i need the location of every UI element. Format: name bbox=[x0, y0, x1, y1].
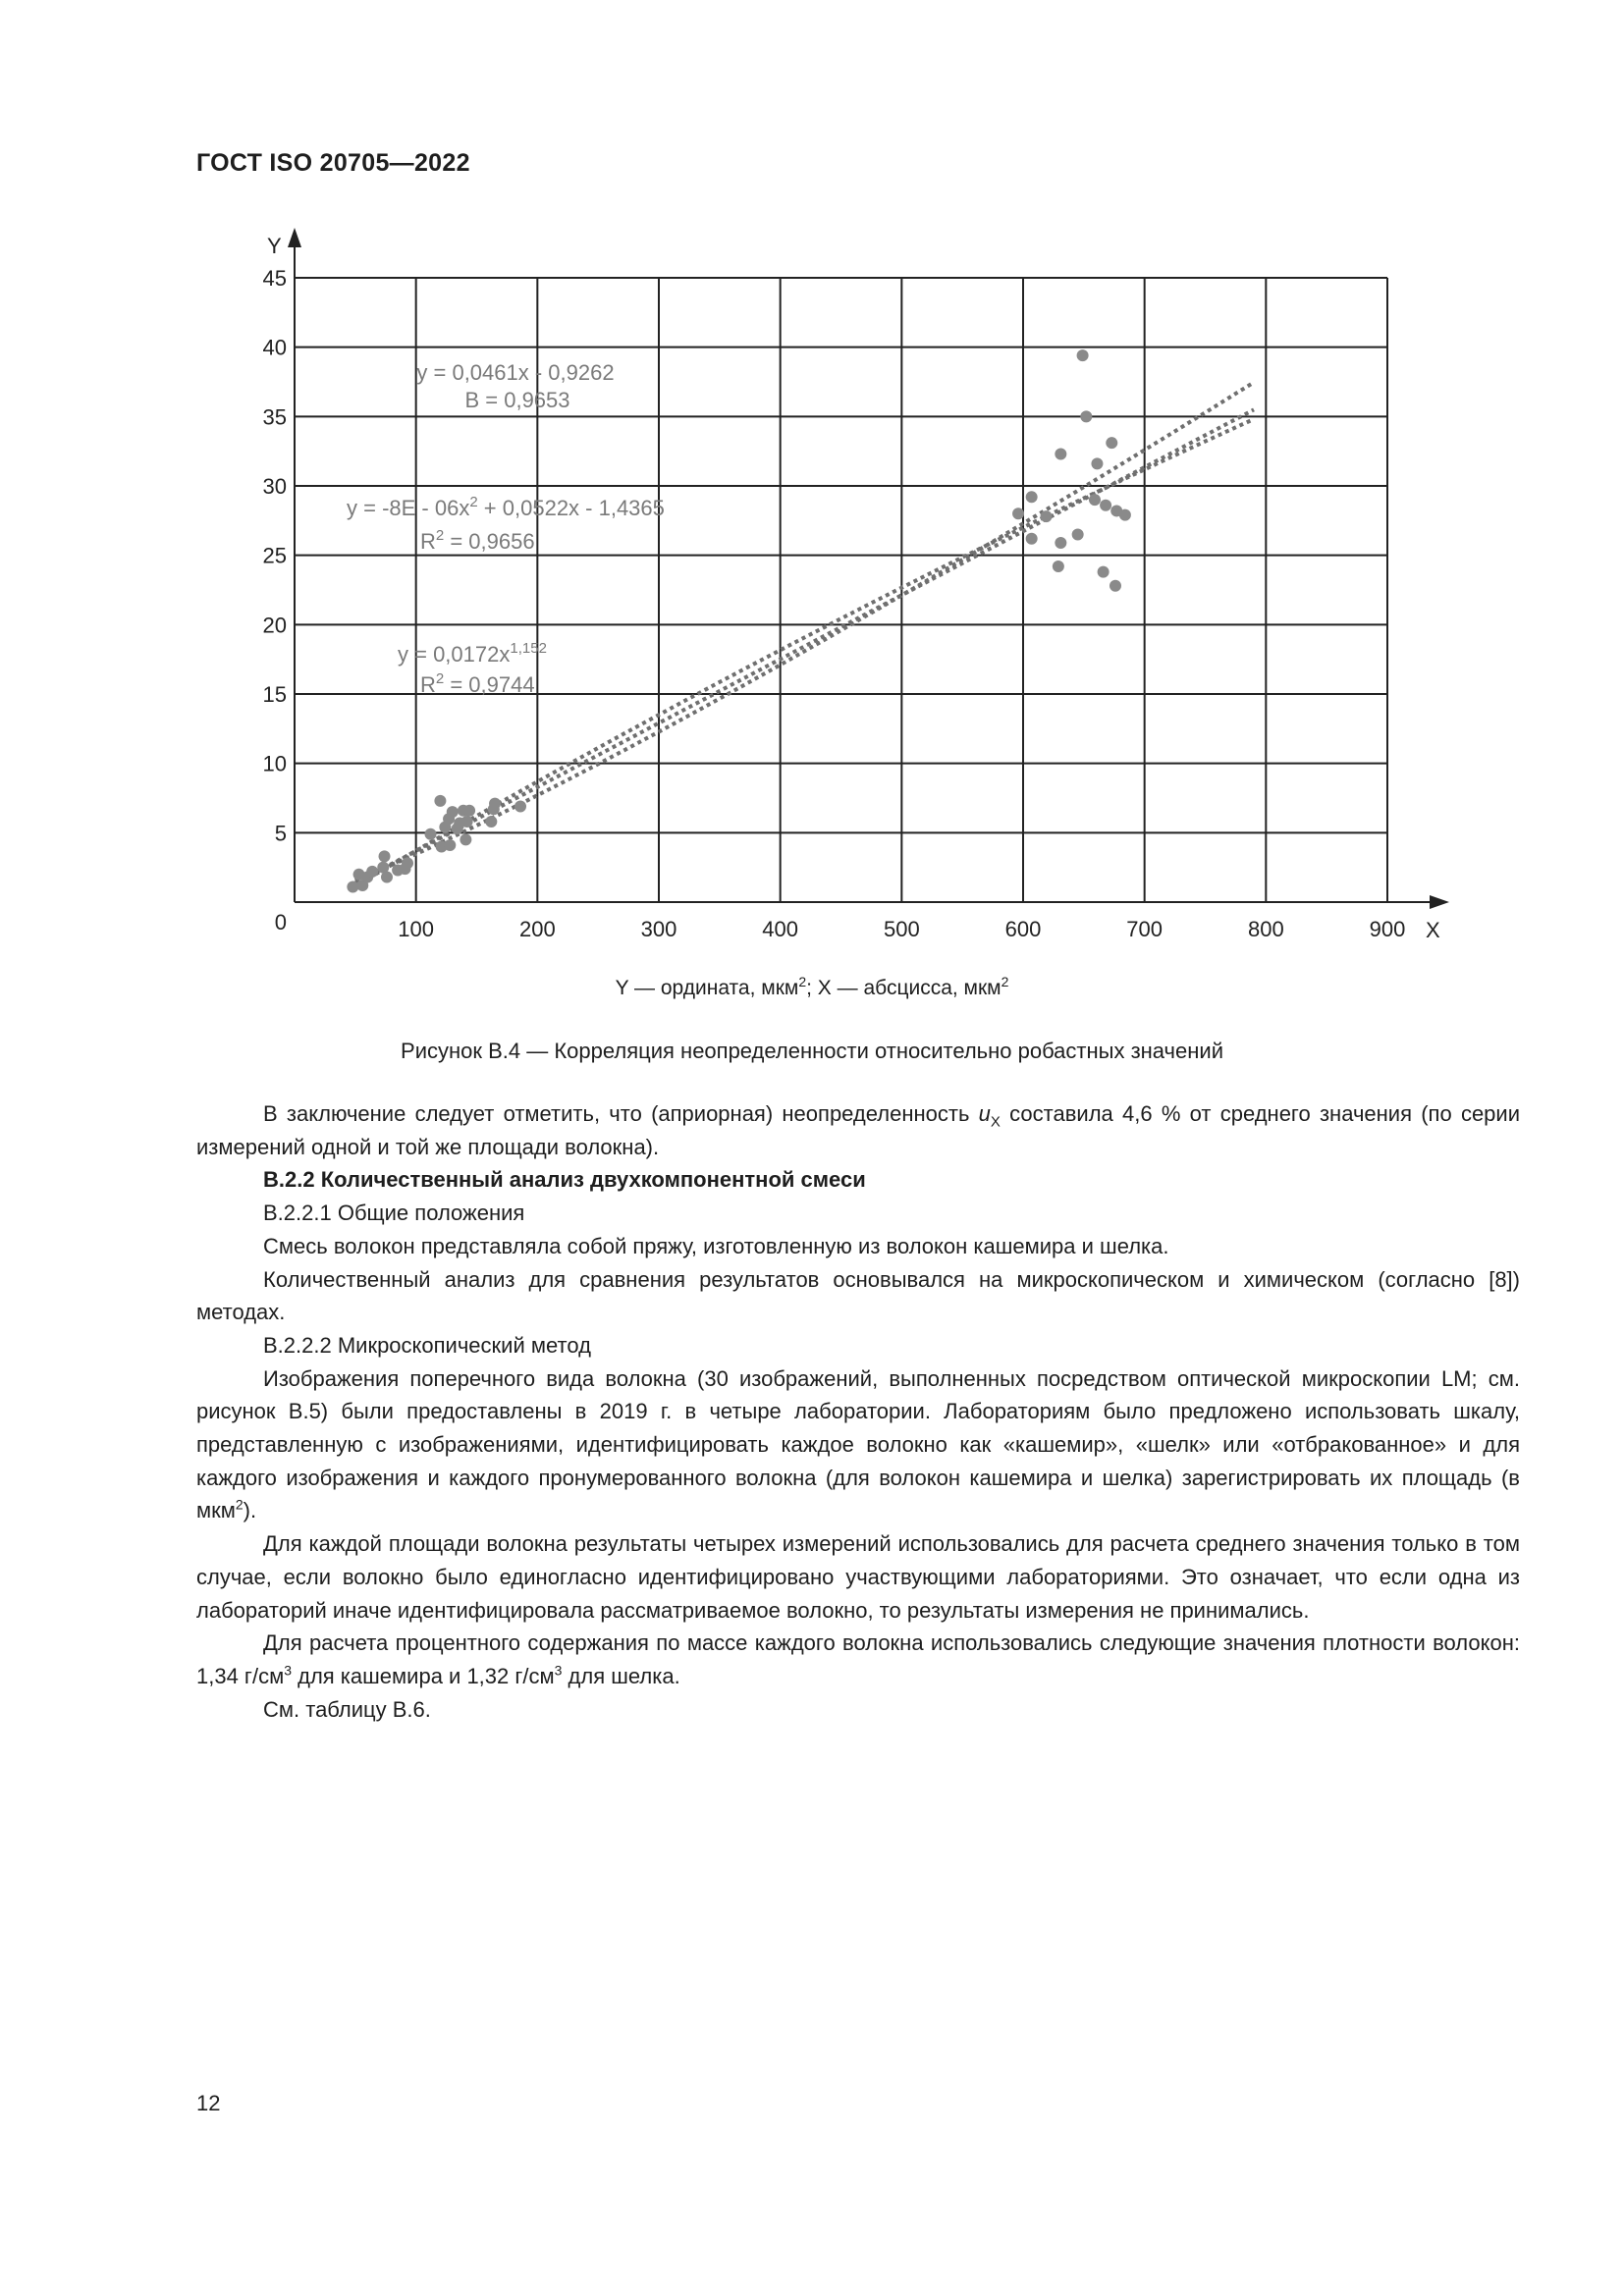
y-tick-label: 15 bbox=[262, 682, 287, 707]
x-tick-label: 500 bbox=[883, 917, 920, 941]
page-number: 12 bbox=[196, 2091, 221, 2115]
data-point bbox=[1055, 448, 1066, 459]
data-point bbox=[379, 850, 391, 862]
eq-poly: $y = -8E - 06x^2 + 0,0522x - 1,4365$ bbox=[347, 494, 665, 520]
data-point bbox=[1026, 533, 1038, 545]
data-point bbox=[1091, 457, 1103, 469]
document-header: ГОСТ ISO 20705—2022 bbox=[196, 149, 470, 177]
data-point bbox=[460, 833, 471, 845]
eq-linear: y = 0,0461x - 0,9262 bbox=[416, 360, 615, 385]
data-point bbox=[1053, 561, 1064, 572]
x-tick-label: 900 bbox=[1369, 917, 1406, 941]
data-point bbox=[1110, 580, 1121, 592]
y-tick-label: 40 bbox=[262, 335, 287, 360]
section-heading: В.2.2 Количественный анализ двухкомпонентной смеси bbox=[263, 1167, 866, 1193]
data-point bbox=[1012, 507, 1024, 519]
data-points bbox=[347, 349, 1131, 892]
y-tick-label: 0 bbox=[274, 910, 287, 934]
data-point bbox=[400, 863, 411, 875]
data-point bbox=[461, 816, 473, 828]
x-tick-label: 700 bbox=[1126, 917, 1164, 941]
body-text bbox=[196, 1097, 1520, 1726]
data-point bbox=[463, 805, 475, 817]
data-point bbox=[444, 839, 456, 851]
subsection-heading: В.2.2.2 Микроскопический метод bbox=[263, 1332, 591, 1358]
subsection-heading: В.2.2.1 Общие положения bbox=[263, 1201, 525, 1226]
y-tick-label: 10 bbox=[262, 751, 287, 776]
paragraph: См. таблицу В.6. bbox=[263, 1696, 431, 1722]
x-tick-label: 300 bbox=[640, 917, 677, 941]
x-axis-arrow-icon bbox=[1430, 895, 1449, 909]
eq-power: $y = 0,0172x^{1,152}$ bbox=[398, 640, 547, 667]
y-tick-label: 35 bbox=[262, 404, 287, 430]
fit-power: $R^2 = 0,9744$ bbox=[420, 670, 535, 697]
y-axis-label: Y bbox=[267, 234, 282, 258]
paragraph: Для расчета процентного содержания по массе каждого волокна использовались следующие значения плотности волокон: 1,34 $г/см^3$ для кашемира и 1,32 $г/см^3$ для шелка. bbox=[196, 1630, 1520, 1688]
scatter-chart bbox=[0, 0, 1624, 982]
data-point bbox=[1077, 349, 1089, 361]
data-point bbox=[514, 800, 526, 812]
data-point bbox=[366, 866, 378, 878]
data-point bbox=[1100, 500, 1111, 511]
data-point bbox=[1098, 566, 1110, 578]
y-tick-label: 5 bbox=[274, 821, 287, 846]
data-point bbox=[1119, 509, 1131, 521]
equation-labels bbox=[347, 360, 665, 697]
data-point bbox=[425, 828, 437, 840]
x-tick-label: 600 bbox=[1004, 917, 1042, 941]
x-tick-label: 800 bbox=[1247, 917, 1284, 941]
paragraph: Для каждой площади волокна результаты четырех измерений использовались для расчета среднего значения только в том случае, если волокно было единогласно идентифицировано участвующими лабораториями. Это означает, что если одна из лабораторий иначе идентифицировала рассматриваемое волокно, то результаты измерения не принимались. bbox=[196, 1531, 1520, 1623]
data-point bbox=[1089, 494, 1101, 506]
y-tick-label: 25 bbox=[262, 543, 287, 568]
data-point bbox=[1080, 410, 1092, 422]
x-axis-label: X bbox=[1426, 918, 1440, 942]
paragraph: Смесь волокон представляла собой пряжу, изготовленную из волокон кашемира и шелка. bbox=[263, 1233, 1169, 1258]
y-tick-label: 20 bbox=[262, 613, 287, 638]
data-point bbox=[434, 795, 446, 807]
data-point bbox=[439, 822, 451, 833]
figure-caption: Рисунок В.4 — Корреляция неопределенности относительно робастных значений bbox=[401, 1039, 1223, 1063]
data-point bbox=[377, 862, 389, 874]
data-point bbox=[1106, 437, 1117, 449]
data-point bbox=[1040, 510, 1052, 522]
paragraph: Количественный анализ для сравнения результатов основывался на микроскопическом и химическом (согласно [8]) методах. bbox=[196, 1266, 1520, 1325]
x-tick-label: 200 bbox=[518, 917, 556, 941]
data-point bbox=[485, 816, 497, 828]
data-point bbox=[1026, 491, 1038, 503]
data-point bbox=[1072, 528, 1084, 540]
y-axis-arrow-icon bbox=[288, 228, 301, 247]
fit-poly: $R^2 = 0,9656$ bbox=[420, 527, 535, 554]
x-tick-label: 400 bbox=[762, 917, 799, 941]
y-tick-label: 30 bbox=[262, 474, 287, 499]
data-point bbox=[489, 798, 501, 810]
y-tick-label: 45 bbox=[262, 266, 287, 291]
fit-linear: B = 0,9653 bbox=[464, 388, 570, 412]
paragraph: Изображения поперечного вида волокна (30 изображений, выполненных посредством оптической микроскопии LM; см. рисунок В.5) были предоставлены в 2019 г. в четыре лаборатории. Лабораториям было предложено использовать шкалу, представленную с изображениями, идентифицировать каждое волокно как «кашемир», «шелк» или «отбракованное» и для каждого изображения и каждого пронумерованного волокна (для волокон кашемира и шелка) зарегистрировать их площадь (в мкм$^2$). bbox=[196, 1365, 1520, 1523]
paragraph: В заключение следует отметить, что (априорная) неопределенность $u_X$ составила 4,6 % от среднего значения (по серии измерений одной и той же площади волокна). bbox=[196, 1101, 1521, 1159]
data-point bbox=[1055, 537, 1066, 549]
x-tick-label: 100 bbox=[398, 917, 435, 941]
axis-caption: Y — ордината, мкм$^2$; X — абсцисса, мкм$^2$ bbox=[615, 974, 1009, 999]
